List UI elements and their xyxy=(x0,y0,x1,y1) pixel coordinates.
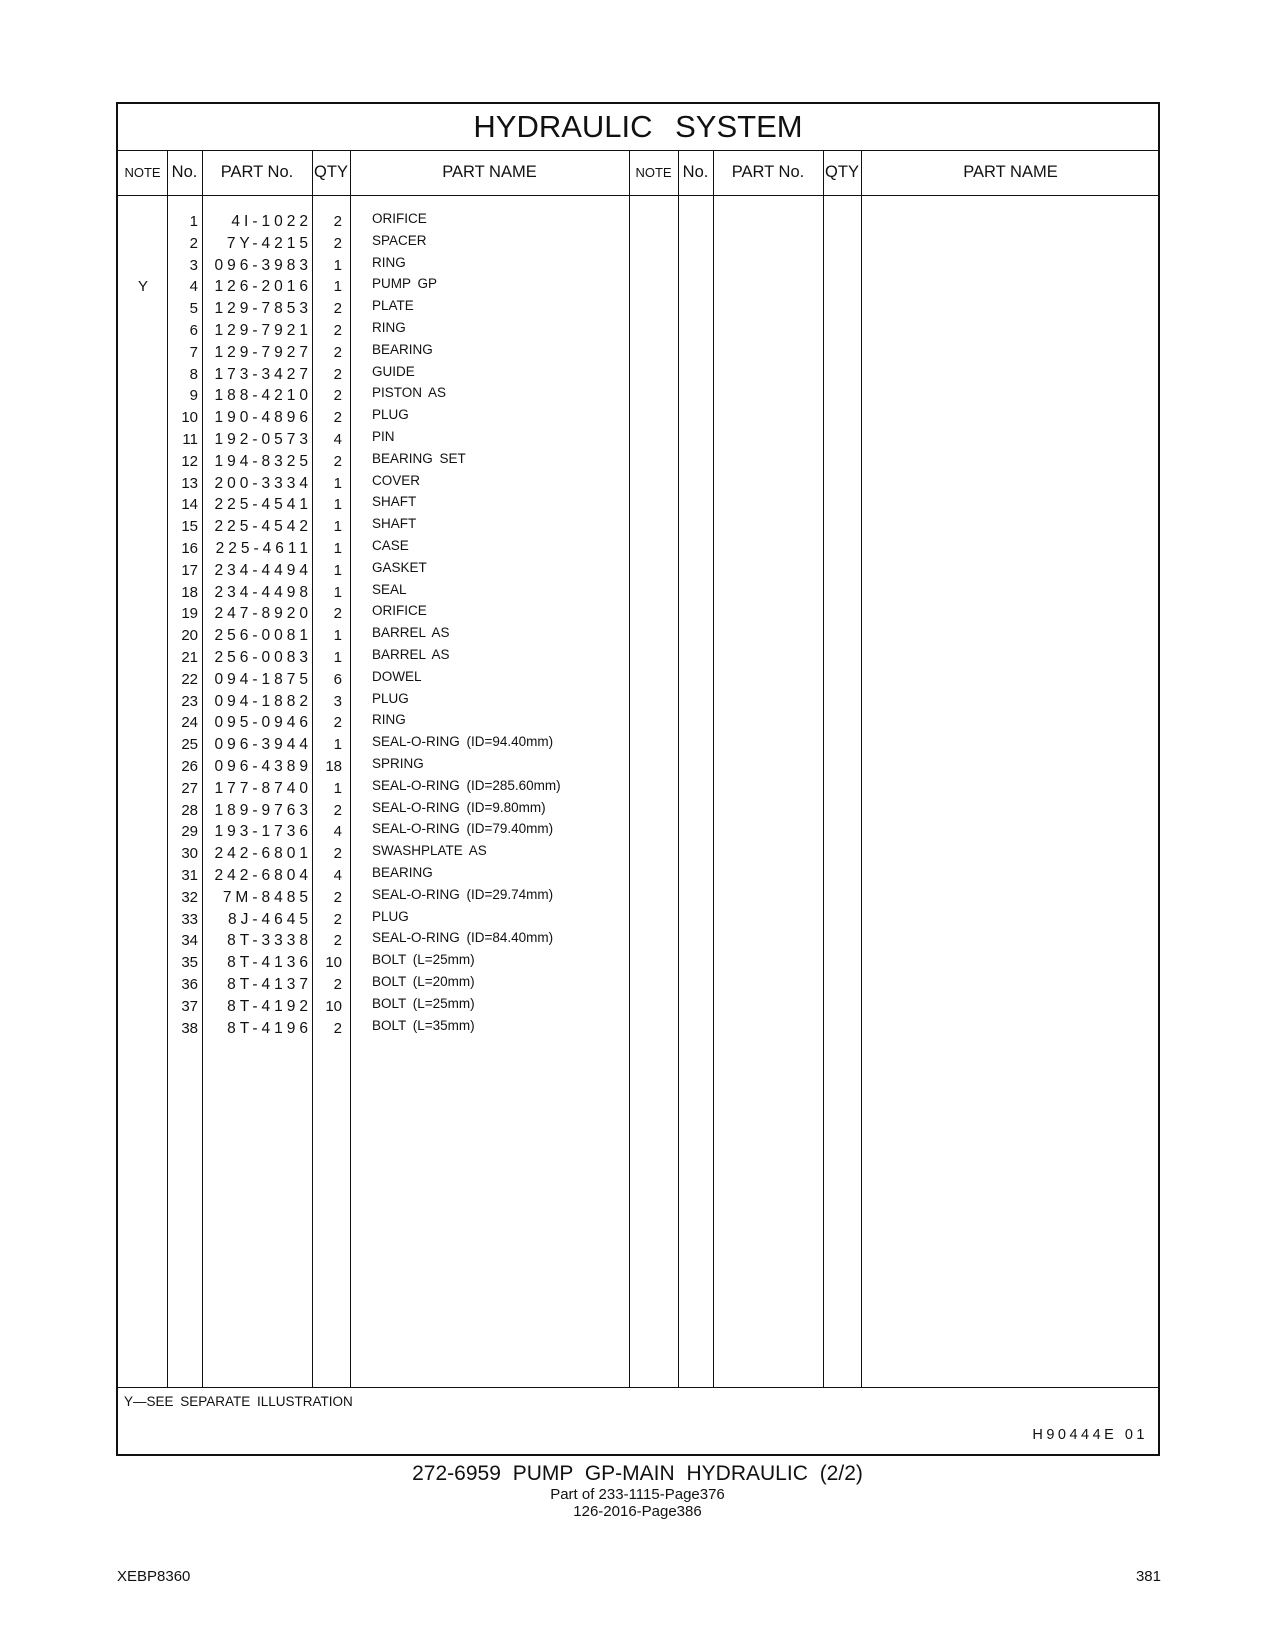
row-part-name: SPACER xyxy=(372,232,427,248)
row-part-name: BOLT (L=35mm) xyxy=(372,1017,475,1033)
table-row xyxy=(118,909,1158,931)
page-number: 381 xyxy=(1135,1568,1161,1585)
row-quantity: 4 xyxy=(333,823,342,841)
row-part-number: 173-3427 xyxy=(214,365,312,383)
row-part-name: BEARING SET xyxy=(372,450,466,466)
header-part-no: PART No. xyxy=(220,163,294,181)
row-part-number: 234-4498 xyxy=(214,583,312,601)
header-part-name-right: PART NAME xyxy=(963,163,1058,181)
table-row xyxy=(118,734,1158,756)
table-row xyxy=(118,930,1158,952)
header-rule xyxy=(118,195,1158,196)
header-no-right: No. xyxy=(682,163,709,181)
row-part-name: SPRING xyxy=(372,756,424,771)
row-quantity: 10 xyxy=(325,954,342,972)
table-row xyxy=(118,385,1158,407)
footnote: Y—SEE SEPARATE ILLUSTRATION xyxy=(124,1394,353,1409)
row-part-name: SEAL-O-RING (ID=79.40mm) xyxy=(372,821,554,837)
table-row xyxy=(118,712,1158,734)
row-quantity: 1 xyxy=(333,474,342,492)
row-quantity: 2 xyxy=(333,888,342,906)
row-part-name: CASE xyxy=(372,538,409,553)
header-qty-right: QTY xyxy=(825,163,859,181)
table-row xyxy=(118,1018,1158,1040)
row-number: 27 xyxy=(181,779,198,797)
table-row xyxy=(118,625,1158,647)
row-quantity: 2 xyxy=(333,910,342,928)
table-row xyxy=(118,364,1158,386)
header-part-no-right: PART No. xyxy=(731,163,805,181)
row-number: 28 xyxy=(181,801,198,819)
row-part-name: PUMP GP xyxy=(372,276,438,292)
row-part-number: 193-1736 xyxy=(214,823,312,841)
row-part-name: ORIFICE xyxy=(372,211,427,226)
row-quantity: 2 xyxy=(333,343,342,361)
row-part-name: SEAL-O-RING (ID=94.40mm) xyxy=(372,734,554,750)
row-part-name: ORIFICE xyxy=(372,603,427,619)
row-part-number: 8J-4645 xyxy=(227,910,312,928)
row-part-name: BEARING xyxy=(372,341,433,357)
row-number: 18 xyxy=(181,583,198,601)
document-id: XEBP8360 xyxy=(117,1568,191,1585)
header-part-name: PART NAME xyxy=(442,163,537,181)
table-row xyxy=(118,298,1158,320)
row-number: 16 xyxy=(181,540,198,557)
row-part-name: SEAL-O-RING (ID=84.40mm) xyxy=(372,930,554,946)
row-number: 10 xyxy=(181,409,198,427)
table-row xyxy=(118,887,1158,909)
table-row xyxy=(118,691,1158,713)
row-quantity: 18 xyxy=(325,758,342,775)
row-part-number: 129-7921 xyxy=(214,322,312,339)
row-quantity: 2 xyxy=(333,976,342,993)
table-row xyxy=(118,255,1158,277)
row-number: 3 xyxy=(189,256,198,274)
table-row xyxy=(118,276,1158,298)
row-part-number: 8T-4196 xyxy=(227,1019,312,1037)
table-row xyxy=(118,582,1158,604)
row-quantity: 6 xyxy=(333,670,342,688)
row-quantity: 2 xyxy=(333,300,342,318)
illustration-code: H90444E 01 xyxy=(1032,1427,1148,1443)
caption-reference-1: Part of 233-1115-Page376 xyxy=(550,1486,725,1503)
row-number: 36 xyxy=(181,976,198,993)
row-number: 6 xyxy=(189,322,198,339)
row-part-number: 242-6804 xyxy=(214,867,312,884)
row-quantity: 2 xyxy=(333,714,342,732)
row-part-name: COVER xyxy=(372,472,421,488)
row-quantity: 1 xyxy=(333,278,342,296)
row-part-number: 094-1882 xyxy=(214,692,312,710)
row-part-number: 225-4542 xyxy=(214,518,312,536)
table-row xyxy=(118,756,1158,778)
row-part-number: 129-7853 xyxy=(214,300,312,318)
row-part-number: 256-0083 xyxy=(214,649,312,666)
row-number: 25 xyxy=(181,736,198,754)
row-part-name: SEAL-O-RING (ID=29.74mm) xyxy=(372,886,554,902)
caption-title: 272-6959 PUMP GP-MAIN HYDRAULIC (2/2) xyxy=(412,1462,863,1485)
table-row xyxy=(118,516,1158,538)
row-part-number: 200-3334 xyxy=(214,474,312,492)
header-note: NOTE xyxy=(124,165,161,180)
row-part-number: 095-0946 xyxy=(214,714,312,732)
row-number: 23 xyxy=(181,692,198,710)
table-row xyxy=(118,233,1158,255)
row-number: 11 xyxy=(182,431,198,448)
row-quantity: 2 xyxy=(333,387,342,405)
row-part-name: DOWEL xyxy=(372,668,422,684)
row-part-number: 4I-1022 xyxy=(231,213,312,230)
row-part-number: 126-2016 xyxy=(214,278,312,296)
table-row xyxy=(118,647,1158,669)
footer-rule xyxy=(118,1387,1158,1388)
table-row xyxy=(118,800,1158,822)
row-quantity: 1 xyxy=(333,256,342,274)
row-note: Y xyxy=(137,278,148,296)
row-part-number: 096-4389 xyxy=(214,758,312,775)
row-part-number: 188-4210 xyxy=(214,387,312,405)
table-row xyxy=(118,996,1158,1018)
row-number: 4 xyxy=(189,278,198,296)
row-part-name: GUIDE xyxy=(372,363,415,379)
row-quantity: 2 xyxy=(333,409,342,427)
table-row xyxy=(118,429,1158,451)
table-row xyxy=(118,320,1158,342)
row-number: 2 xyxy=(189,234,198,252)
table-row xyxy=(118,974,1158,996)
row-number: 24 xyxy=(181,714,198,732)
row-quantity: 4 xyxy=(333,867,342,884)
row-part-name: PISTON AS xyxy=(372,385,447,401)
row-number: 35 xyxy=(181,954,198,972)
header-no: No. xyxy=(171,163,198,181)
row-part-name: RING xyxy=(372,320,406,335)
row-part-name: SEAL xyxy=(372,581,407,597)
row-quantity: 2 xyxy=(333,845,342,863)
section-title: HYDRAULIC SYSTEM xyxy=(118,104,1158,151)
row-number: 14 xyxy=(181,496,198,514)
row-part-name: BOLT (L=25mm) xyxy=(372,952,475,968)
table-row xyxy=(118,952,1158,974)
row-part-name: BARREL AS xyxy=(372,647,450,662)
row-part-name: SEAL-O-RING (ID=285.60mm) xyxy=(372,777,561,793)
row-number: 33 xyxy=(181,910,198,928)
row-part-name: PIN xyxy=(372,429,395,444)
parts-list-frame xyxy=(116,102,1160,1456)
row-number: 37 xyxy=(181,997,198,1015)
row-number: 20 xyxy=(181,627,198,645)
table-row xyxy=(118,560,1158,582)
row-part-number: 8T-4192 xyxy=(227,997,312,1015)
table-row xyxy=(118,821,1158,843)
row-part-number: 7Y-4215 xyxy=(226,234,312,252)
row-number: 13 xyxy=(181,474,198,492)
row-part-number: 096-3983 xyxy=(214,256,312,274)
row-part-name: PLUG xyxy=(372,407,409,423)
row-quantity: 2 xyxy=(333,322,342,339)
row-quantity: 1 xyxy=(333,649,342,666)
row-part-name: PLUG xyxy=(372,908,409,924)
row-number: 7 xyxy=(189,343,198,361)
row-part-name: RING xyxy=(372,254,406,270)
row-part-number: 256-0081 xyxy=(214,627,312,645)
row-quantity: 1 xyxy=(333,583,342,601)
row-quantity: 1 xyxy=(333,627,342,645)
row-quantity: 3 xyxy=(333,692,342,710)
header-qty: QTY xyxy=(314,163,348,181)
row-part-name: SHAFT xyxy=(372,494,417,510)
row-part-number: 225-4611 xyxy=(215,540,312,557)
table-row xyxy=(118,451,1158,473)
row-quantity: 2 xyxy=(333,605,342,623)
row-part-number: 096-3944 xyxy=(214,736,312,754)
row-number: 8 xyxy=(189,365,198,383)
row-number: 1 xyxy=(189,213,198,230)
row-quantity: 1 xyxy=(333,561,342,579)
table-row xyxy=(118,669,1158,691)
parts-table xyxy=(118,150,1158,1387)
row-quantity: 2 xyxy=(333,1019,342,1037)
row-quantity: 1 xyxy=(333,540,342,557)
row-part-number: 242-6801 xyxy=(214,845,312,863)
row-part-name: BOLT (L=20mm) xyxy=(372,974,475,989)
table-row xyxy=(118,538,1158,560)
row-number: 19 xyxy=(181,605,198,623)
row-part-name: RING xyxy=(372,712,406,728)
row-number: 31 xyxy=(181,867,198,884)
row-part-number: 8T-4136 xyxy=(227,954,312,972)
row-quantity: 2 xyxy=(333,932,342,950)
row-part-number: 8T-4137 xyxy=(227,976,312,993)
row-quantity: 2 xyxy=(333,213,342,230)
row-part-number: 247-8920 xyxy=(214,605,312,623)
row-number: 38 xyxy=(181,1019,198,1037)
row-quantity: 2 xyxy=(333,801,342,819)
row-quantity: 10 xyxy=(325,997,342,1015)
row-quantity: 1 xyxy=(333,518,342,536)
row-part-name: PLUG xyxy=(372,690,409,706)
row-quantity: 1 xyxy=(333,496,342,514)
row-quantity: 2 xyxy=(333,234,342,252)
row-part-number: 192-0573 xyxy=(214,431,312,448)
row-quantity: 1 xyxy=(333,779,342,797)
row-number: 9 xyxy=(189,387,198,405)
table-row xyxy=(118,211,1158,233)
row-part-name: SHAFT xyxy=(372,516,417,532)
row-number: 32 xyxy=(181,888,198,906)
row-number: 5 xyxy=(189,300,198,318)
row-number: 12 xyxy=(181,452,198,470)
row-part-number: 234-4494 xyxy=(214,561,312,579)
row-number: 15 xyxy=(181,518,198,536)
row-quantity: 2 xyxy=(333,452,342,470)
row-number: 34 xyxy=(181,932,198,950)
row-part-number: 177-8740 xyxy=(214,779,312,797)
table-row xyxy=(118,494,1158,516)
row-number: 17 xyxy=(181,561,198,579)
row-quantity: 4 xyxy=(333,431,342,448)
row-part-name: PLATE xyxy=(372,298,414,314)
row-part-number: 194-8325 xyxy=(214,452,312,470)
row-part-number: 094-1875 xyxy=(214,670,312,688)
row-part-name: BARREL AS xyxy=(372,625,450,641)
table-row xyxy=(118,473,1158,495)
row-part-name: SEAL-O-RING (ID=9.80mm) xyxy=(372,799,546,815)
header-note-right: NOTE xyxy=(635,165,672,180)
row-part-number: 225-4541 xyxy=(214,496,312,514)
row-part-name: SWASHPLATE AS xyxy=(372,843,487,859)
table-row xyxy=(118,778,1158,800)
table-row xyxy=(118,865,1158,887)
row-part-number: 189-9763 xyxy=(214,801,312,819)
row-quantity: 1 xyxy=(333,736,342,754)
row-part-name: GASKET xyxy=(372,559,427,575)
row-number: 21 xyxy=(181,649,198,666)
table-row xyxy=(118,843,1158,865)
caption-reference-2: 126-2016-Page386 xyxy=(573,1503,702,1520)
row-part-number: 190-4896 xyxy=(214,409,312,427)
row-part-number: 7M-8485 xyxy=(222,888,312,906)
row-part-number: 129-7927 xyxy=(214,343,312,361)
table-row xyxy=(118,407,1158,429)
row-number: 29 xyxy=(181,823,198,841)
row-number: 22 xyxy=(181,670,198,688)
table-row xyxy=(118,342,1158,364)
row-quantity: 2 xyxy=(333,365,342,383)
row-number: 26 xyxy=(181,758,198,775)
row-part-number: 8T-3338 xyxy=(227,932,312,950)
row-part-name: BOLT (L=25mm) xyxy=(372,995,475,1011)
table-row xyxy=(118,603,1158,625)
row-number: 30 xyxy=(181,845,198,863)
row-part-name: BEARING xyxy=(372,865,433,880)
